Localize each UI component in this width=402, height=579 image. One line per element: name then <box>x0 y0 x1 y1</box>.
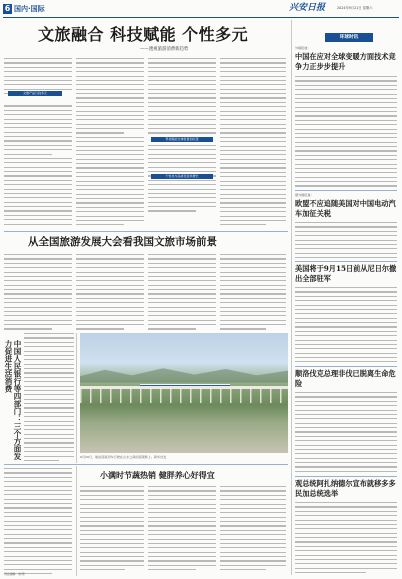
sidebar-item-1-body <box>295 76 397 188</box>
sidebar-badge: 环球时讯 <box>325 33 373 42</box>
sidebar-rule-3 <box>295 366 397 367</box>
sidebar-item-2-kicker: 据外媒报道： <box>295 193 314 197</box>
vertical-story-divider <box>76 333 77 463</box>
sidebar-item-2-body <box>295 222 397 259</box>
vertical-story-body <box>24 333 74 461</box>
second-headline: 从全国旅游发展大会看我国文旅市场前景 <box>28 236 217 248</box>
bottom-headline: 小满时节蔬热销 健胖养心好得宜 <box>100 470 215 480</box>
lead-body-col-3 <box>148 58 216 228</box>
sidebar-item-3-headline: 美国将于9月15日前从尼日尔撤出全部驻军 <box>295 264 397 283</box>
editor-line: 责任编辑：刘 明 <box>4 572 25 576</box>
sidebar-item-1-kicker: 外媒报道： <box>295 46 311 50</box>
lead-headline: 文旅融合 科技赋能 个性多元 <box>38 25 249 44</box>
second-body-col-1 <box>4 254 72 330</box>
bottom-divider <box>76 466 77 576</box>
issue-date: 2024年9月21日 星期六 <box>337 6 373 10</box>
bottom-body-col-2 <box>148 486 216 574</box>
second-body-col-4 <box>220 254 286 330</box>
page-number-badge: 6 <box>4 4 11 13</box>
header-rule <box>3 17 399 18</box>
sidebar-item-4-headline: 顺洛伐克总理非伐已脱离生命危险 <box>295 369 396 388</box>
lead-body-col-2 <box>76 58 144 228</box>
bottom-body-col-1 <box>80 486 144 574</box>
sidebar-rule-1 <box>295 190 397 191</box>
sidebar-item-3-body <box>295 287 397 362</box>
masthead: 兴安日报 <box>289 3 326 13</box>
lead-subhead-1: 文旅产品日趋多元 <box>8 91 62 96</box>
bottom-body-col-3 <box>220 486 286 574</box>
section-rule-1 <box>4 231 288 232</box>
lead-body-col-1 <box>4 58 72 228</box>
sidebar-item-2-headline: 欧盟不应追随美国对中国电动汽车加征关税 <box>295 199 396 218</box>
section-name: 国内·国际 <box>14 5 45 13</box>
sidebar-item-5-body <box>295 502 397 574</box>
lead-subhead-2: 科技赋能让体验更加沉浸 <box>151 137 213 142</box>
sidebar-rule-2 <box>295 261 397 262</box>
photo-hills <box>80 367 288 383</box>
sidebar-rule-4 <box>295 476 397 477</box>
sidebar-item-5-headline: 观总统阿扎纳德尔宣布就移多多民加总统选举 <box>295 479 396 498</box>
news-photo <box>80 333 288 453</box>
photo-pillars <box>80 389 288 403</box>
sidebar-item-1-headline: 中国在应对全球变暖方面技术竞争力正步步提升 <box>295 52 396 71</box>
second-body-col-3 <box>148 254 216 330</box>
sidebar-item-4-body <box>295 392 397 474</box>
lead-subheadline: ——透视旅游消费新趋势 <box>140 47 189 52</box>
second-body-col-2 <box>76 254 144 330</box>
page-header <box>3 3 399 17</box>
sidebar-divider <box>291 20 292 575</box>
lead-subhead-3: 个性化与品质化需求增长 <box>151 174 213 179</box>
photo-train <box>140 384 230 386</box>
vertical-headline: 中国人民银行等四部门：三个方面发力促进生活消费 <box>4 340 22 460</box>
photo-caption: 9月20日，航拍高铁列车行驶在山水之间的高架桥上。新华社发 <box>80 455 167 459</box>
bottom-left-body <box>4 468 72 575</box>
section-rule-2 <box>4 464 288 465</box>
lead-body-col-4 <box>220 58 286 228</box>
